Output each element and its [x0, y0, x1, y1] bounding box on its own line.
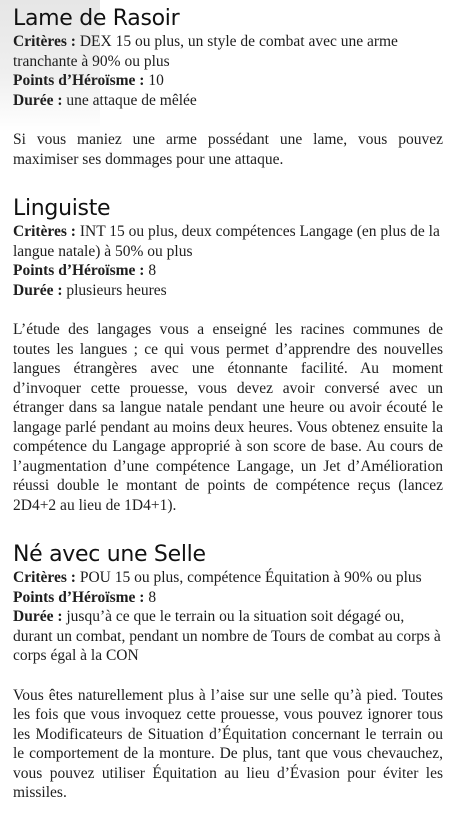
feat-duration: [13, 607, 443, 666]
feat-points: [13, 588, 443, 608]
spacer: [13, 666, 443, 686]
criteria-value: DEX 15 ou plus, un style de combat avec une arme tranchante à 90% ou plus: [13, 33, 398, 70]
feat-description: L’étude des langages vous a enseigné les racines communes de toutes les langues ; ce qui vous permet d’apprendre des nouvelles langues étrangères avec une étonnante facilité. Au moment d’invoquer cette prouesse, vous devez avoir conversé avec un étranger dans sa langue natale pendant une heure ou avoir écouté le langage parlé pendant au moins deux heures. Vous obtenez ensuite la compétence du Langage approprié à son score de base. Au cours de l’augmentation d’une compétence Langage, un Jet d’Amélioration réussi double le montant de points de compétence reçus (lancez 2D4+2 au lieu de 1D4+1).: [13, 321, 443, 514]
feat-description: Si vous maniez une arme possédant une lame, vous pouvez maximiser ses dommages pour une attaque.: [13, 131, 443, 168]
criteria-label: Critères :: [13, 569, 76, 586]
feat-criteria: [13, 222, 443, 261]
points-label: Points d’Héroïsme :: [13, 588, 145, 606]
points-value: 8: [148, 588, 157, 606]
duration-label: Durée :: [13, 91, 63, 109]
points-label: Points d’Héroïsme :: [13, 72, 145, 89]
duration-label: Durée :: [13, 608, 63, 625]
spacer: [13, 515, 443, 542]
feat-criteria: [13, 568, 443, 588]
spacer: [13, 300, 443, 320]
criteria-label: Critères :: [13, 33, 76, 50]
points-value: 8: [148, 262, 157, 279]
duration-value: plusieurs heures: [66, 281, 167, 299]
feat-linguiste: [13, 196, 443, 515]
feat-lame-de-rasoir: [13, 6, 443, 169]
duration-label: Durée :: [13, 281, 63, 299]
duration-value: jusqu’à ce que le terrain ou la situation soit dégagé ou, durant un combat, pendant un nombre de Tours de combat au corps à corps égal à la CON: [13, 608, 441, 664]
feat-title: Né avec une Selle: [13, 542, 206, 567]
feat-duration: [13, 91, 443, 111]
feat-points: [13, 71, 443, 91]
feat-criteria: [13, 32, 443, 71]
criteria-value: POU 15 ou plus, compétence Équitation à 90% ou plus: [79, 569, 422, 586]
feat-description: Vous êtes naturellement plus à l’aise sur une selle qu’à pied. Toutes les fois que vous invoquez cette prouesse, vous pouvez ignorer tous les Modificateurs de Situation d’Équitation concernant le terrain ou le comportement de la monture. De plus, tant que vous chevauchez, vous pouvez utiliser Équitation au lieu d’Évasion pour éviter les missiles.: [13, 686, 443, 801]
points-label: Points d’Héroïsme :: [13, 262, 145, 279]
spacer: [13, 110, 443, 130]
criteria-value: INT 15 ou plus, deux compétences Langage (en plus de la langue natale) à 50% ou plus: [13, 223, 440, 260]
feat-title: Lame de Rasoir: [13, 6, 180, 31]
feat-title: Linguiste: [13, 196, 111, 221]
spacer: [13, 169, 443, 196]
duration-value: une attaque de mêlée: [66, 91, 197, 109]
criteria-label: Critères :: [13, 223, 76, 240]
points-value: 10: [148, 72, 164, 89]
feat-ne-avec-une-selle: [13, 542, 443, 803]
feat-duration: [13, 281, 443, 301]
feat-points: [13, 261, 443, 281]
